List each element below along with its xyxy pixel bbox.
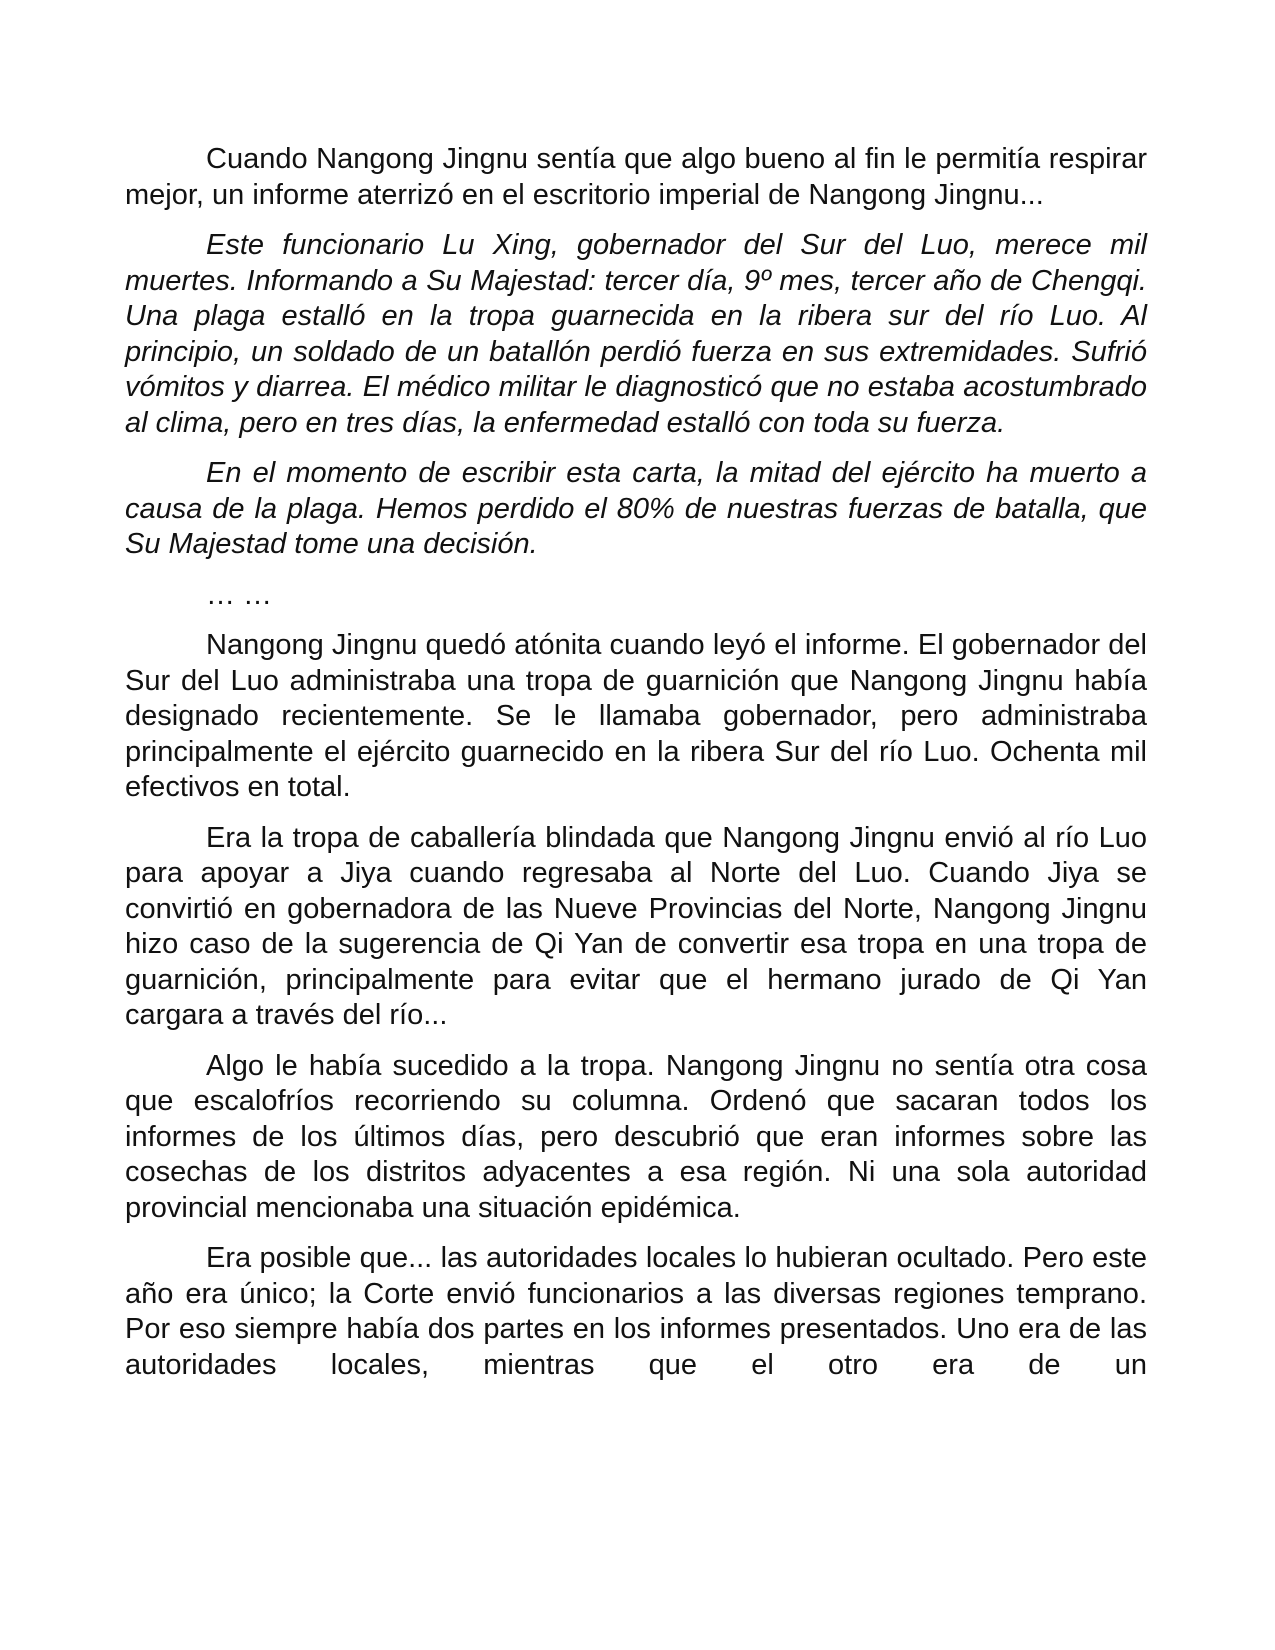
paragraph-2-report: Este funcionario Lu Xing, gobernador del Sur del Luo, merece mil muertes. Informando a Su Majestad: tercer día, 9º mes, tercer año de Chengqi. Una plaga estalló en la tropa guarnecida en la ribera sur del río Luo. Al principio, un soldado de un batallón perdió fuerza en sus extremidades. Sufrió vómitos y diarrea. El médico militar le diagnosticó que no estaba acostumbrado al clima, pero en tres días, la enfermedad estalló con toda su fuerza. [125,229,1147,439]
paragraph-3-report: En el momento de escribir esta carta, la mitad del ejército ha muerto a causa de la plaga. Hemos perdido el 80% de nuestras fuerzas de batalla, que Su Majestad tome una decisión. [125,457,1147,560]
paragraph-4: Nangong Jingnu quedó atónita cuando leyó el informe. El gobernador del Sur del Luo administraba una tropa de guarnición que Nangong Jingnu había designado recientemente. Se le llamaba gobernador, pero administraba principalmente el ejército guarnecido en la ribera Sur del río Luo. Ochenta mil efectivos en total. [125,629,1147,803]
scene-break: … … [206,578,273,611]
document-page [125,142,1147,1398]
paragraph-7: Era posible que... las autoridades locales lo hubieran ocultado. Pero este año era único; la Corte envió funcionarios a las diversas regiones temprano. Por eso siempre había dos partes en los informes presentados. Uno era de las autoridades locales, mientras que el otro era de un [125,1242,1147,1381]
paragraph-1: Cuando Nangong Jingnu sentía que algo bueno al fin le permitía respirar mejor, un informe aterrizó en el escritorio imperial de Nangong Jingnu... [125,143,1147,211]
paragraph-6: Algo le había sucedido a la tropa. Nangong Jingnu no sentía otra cosa que escalofríos recorriendo su columna. Ordenó que sacaran todos los informes de los últimos días, pero descubrió que eran informes sobre las cosechas de los distritos adyacentes a esa región. Ni una sola autoridad provincial mencionaba una situación epidémica. [125,1049,1147,1224]
paragraph-5: Era la tropa de caballería blindada que Nangong Jingnu envió al río Luo para apoyar a Jiya cuando regresaba al Norte del Luo. Cuando Jiya se convirtió en gobernadora de las Nueve Provincias del Norte, Nangong Jingnu hizo caso de la sugerencia de Qi Yan de convertir esa tropa en una tropa de guarnición, principalmente para evitar que el hermano jurado de Qi Yan cargara a través del río... [125,821,1147,1031]
